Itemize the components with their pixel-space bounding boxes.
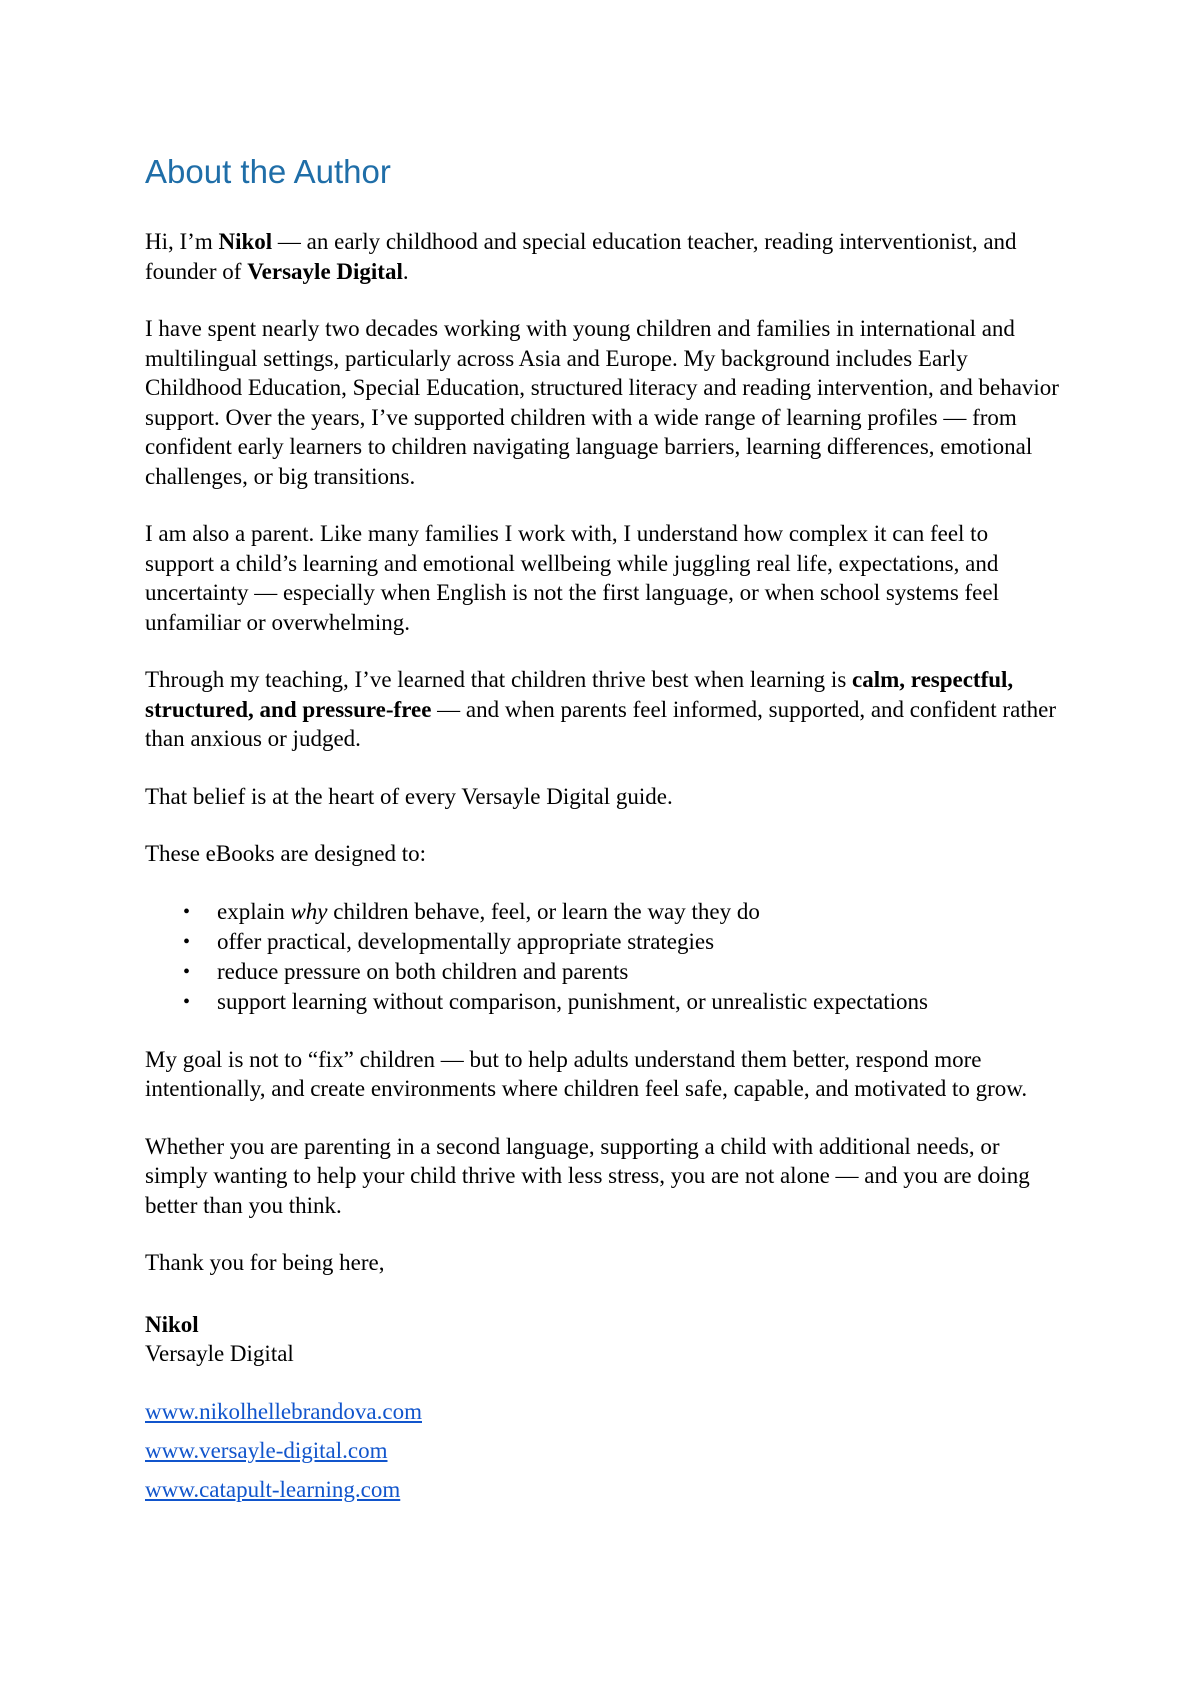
bullet-icon: •: [183, 960, 191, 983]
signature-block: [145, 1310, 1061, 1369]
signature-company: Versayle Digital: [145, 1341, 294, 1366]
paragraph-background: I have spent nearly two decades working with young children and families in international and multilingual settings, particularly across Asia and Europe. My background includes Early Childhood Education, Special Education, structured literacy and reading intervention, and behavior support. Over the years, I’ve supported children with a wide range of learning profiles — from confident early learners to children navigating language barriers, learning differences, emotional challenges, or big transitions.: [145, 316, 1059, 489]
list-item: [145, 927, 1061, 957]
paragraph-thanks: Thank you for being here,: [145, 1250, 385, 1275]
signature-name: Nikol: [145, 1311, 199, 1337]
paragraph-parent: I am also a parent. Like many families I work with, I understand how complex it can feel to support a child’s learning and emotional wellbeing while juggling real life, expectations, and uncertainty — especially when English is not the first language, or when school systems feel unfamiliar or overwhelming.: [145, 521, 999, 635]
paragraph-belief: That belief is at the heart of every Versayle Digital guide.: [145, 783, 673, 809]
paragraph-ebooks-intro: These eBooks are designed to:: [145, 841, 427, 866]
paragraph-encouragement: Whether you are parenting in a second language, supporting a child with additional needs, or simply wanting to help your child thrive with less stress, you are not alone — and you are doing better than you think.: [145, 1133, 1030, 1218]
link-catapult-site[interactable]: www.catapult-learning.com: [145, 1476, 401, 1502]
page-title: About the Author: [145, 153, 391, 190]
list-item: [145, 957, 1061, 987]
list-item-text: reduce pressure on both children and parents: [217, 958, 629, 984]
list-item: [145, 897, 1061, 927]
list-item-text: support learning without comparison, punishment, or unrealistic expectations: [217, 988, 928, 1014]
list-item: [145, 987, 1061, 1017]
list-item-text: explain why children behave, feel, or learn the way they do: [217, 898, 760, 924]
links-block: [145, 1397, 1061, 1514]
link-personal-site[interactable]: www.nikolhellebrandova.com: [145, 1398, 422, 1424]
paragraph-goal: My goal is not to “fix” children — but to help adults understand them better, respond more intentionally, and create environments where children feel safe, capable, and motivated to grow.: [145, 1046, 1028, 1101]
paragraph-intro: Hi, I’m Nikol — an early childhood and special education teacher, reading interventionist, and founder of Versayle Digital.: [145, 229, 1017, 284]
ebook-benefits-list: [145, 897, 1061, 1017]
link-versayle-site[interactable]: www.versayle-digital.com: [145, 1437, 388, 1463]
bullet-icon: •: [183, 900, 191, 923]
paragraph-philosophy: Through my teaching, I’ve learned that children thrive best when learning is calm, respectful, structured, and pressure-free — and when parents feel informed, supported, and confident rather than anxious or judged.: [145, 667, 1057, 751]
bullet-icon: •: [183, 930, 191, 953]
list-item-text: offer practical, developmentally appropriate strategies: [217, 928, 715, 954]
bullet-icon: •: [183, 990, 191, 1013]
